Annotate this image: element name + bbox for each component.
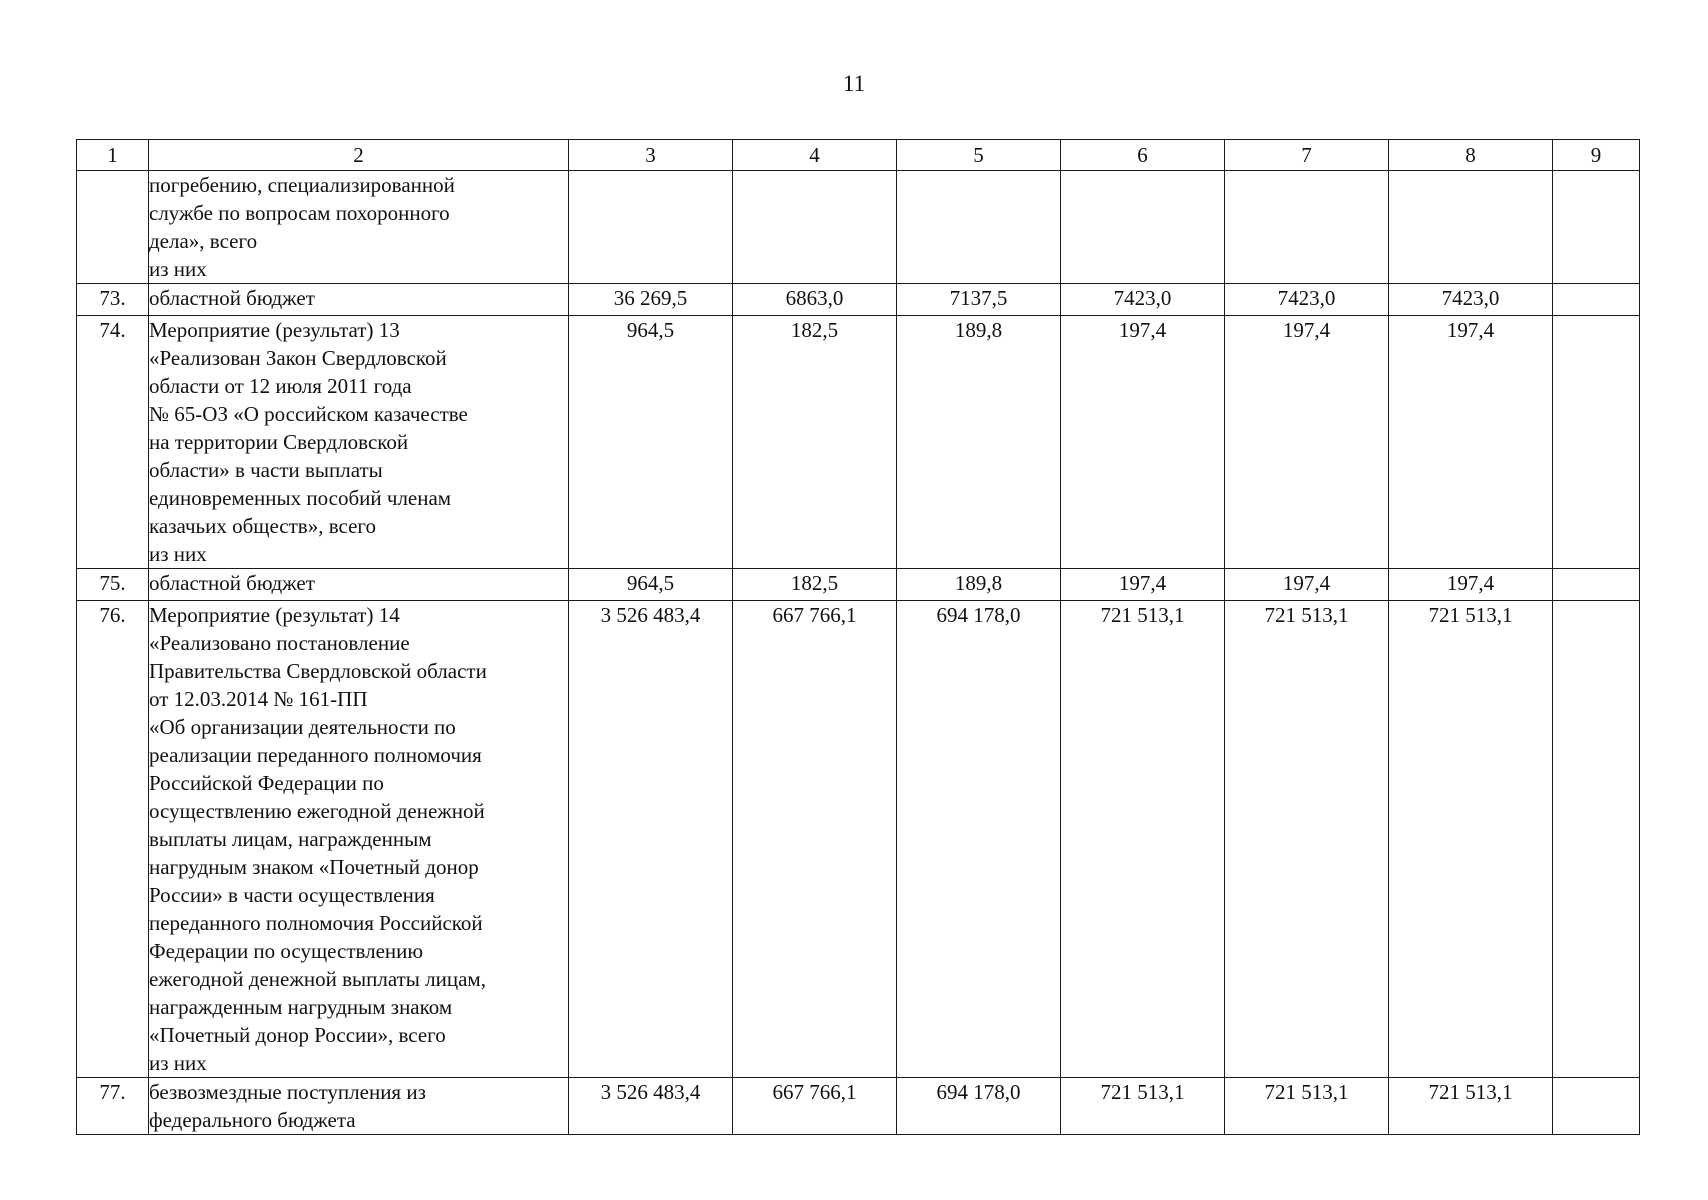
value-col-6: 7423,0 bbox=[1061, 284, 1225, 316]
header-col-4: 4 bbox=[733, 140, 897, 171]
value-col-9 bbox=[1553, 1078, 1640, 1135]
value-col-6: 721 513,1 bbox=[1061, 1078, 1225, 1135]
value-col-3 bbox=[569, 171, 733, 284]
value-col-5: 189,8 bbox=[897, 569, 1061, 601]
value-col-6 bbox=[1061, 171, 1225, 284]
value-col-4: 182,5 bbox=[733, 316, 897, 569]
row-description: безвозмездные поступления из федерального бюджета bbox=[149, 1078, 569, 1135]
header-col-7: 7 bbox=[1225, 140, 1389, 171]
value-col-9 bbox=[1553, 569, 1640, 601]
table-header-row bbox=[77, 140, 1640, 171]
value-col-5: 694 178,0 bbox=[897, 601, 1061, 1078]
row-number: 77. bbox=[77, 1078, 149, 1135]
budget-table bbox=[76, 139, 1640, 1135]
value-col-7: 197,4 bbox=[1225, 316, 1389, 569]
value-col-3: 964,5 bbox=[569, 316, 733, 569]
value-col-9 bbox=[1553, 601, 1640, 1078]
row-description: областной бюджет bbox=[149, 569, 569, 601]
header-col-9: 9 bbox=[1553, 140, 1640, 171]
header-col-1: 1 bbox=[77, 140, 149, 171]
value-col-3: 3 526 483,4 bbox=[569, 1078, 733, 1135]
value-col-7 bbox=[1225, 171, 1389, 284]
value-col-3: 3 526 483,4 bbox=[569, 601, 733, 1078]
row-number: 74. bbox=[77, 316, 149, 569]
header-col-8: 8 bbox=[1389, 140, 1553, 171]
row-description: погребению, специализированной службе по вопросам похоронного дела», всего из них bbox=[149, 171, 569, 284]
value-col-6: 197,4 bbox=[1061, 316, 1225, 569]
row-number: 75. bbox=[77, 569, 149, 601]
row-description: Мероприятие (результат) 13 «Реализован Закон Свердловской области от 12 июля 2011 года № 65-ОЗ «О российском казачестве на территории Свердловской области» в части выплаты единовременных пособий членам казачьих обществ», всего из них bbox=[149, 316, 569, 569]
value-col-6: 197,4 bbox=[1061, 569, 1225, 601]
header-col-6: 6 bbox=[1061, 140, 1225, 171]
value-col-8: 721 513,1 bbox=[1389, 601, 1553, 1078]
header-col-2: 2 bbox=[149, 140, 569, 171]
value-col-8: 197,4 bbox=[1389, 569, 1553, 601]
value-col-7: 197,4 bbox=[1225, 569, 1389, 601]
value-col-5: 7137,5 bbox=[897, 284, 1061, 316]
value-col-4: 667 766,1 bbox=[733, 601, 897, 1078]
value-col-4: 182,5 bbox=[733, 569, 897, 601]
value-col-7: 721 513,1 bbox=[1225, 601, 1389, 1078]
page-number: 11 bbox=[842, 71, 866, 96]
value-col-7: 7423,0 bbox=[1225, 284, 1389, 316]
row-number bbox=[77, 171, 149, 284]
header-col-5: 5 bbox=[897, 140, 1061, 171]
value-col-4: 6863,0 bbox=[733, 284, 897, 316]
row-number: 73. bbox=[77, 284, 149, 316]
value-col-3: 36 269,5 bbox=[569, 284, 733, 316]
value-col-6: 721 513,1 bbox=[1061, 601, 1225, 1078]
table-row bbox=[77, 601, 1640, 1078]
value-col-4 bbox=[733, 171, 897, 284]
value-col-3: 964,5 bbox=[569, 569, 733, 601]
value-col-9 bbox=[1553, 171, 1640, 284]
table-row bbox=[77, 171, 1640, 284]
value-col-4: 667 766,1 bbox=[733, 1078, 897, 1135]
value-col-5 bbox=[897, 171, 1061, 284]
table-row bbox=[77, 284, 1640, 316]
row-description: Мероприятие (результат) 14 «Реализовано постановление Правительства Свердловской области от 12.03.2014 № 161-ПП «Об организации деятельности по реализации переданного полномочия Российской Федерации по осуществлению ежегодной денежной выплаты лицам, награжденным нагрудным знаком «Почетный донор России» в части осуществления переданного полномочия Российской Федерации по осуществлению ежегодной денежной выплаты лицам, награжденным нагрудным знаком «Почетный донор России», всего из них bbox=[149, 601, 569, 1078]
value-col-9 bbox=[1553, 284, 1640, 316]
table-row bbox=[77, 569, 1640, 601]
value-col-9 bbox=[1553, 316, 1640, 569]
value-col-5: 189,8 bbox=[897, 316, 1061, 569]
row-number: 76. bbox=[77, 601, 149, 1078]
value-col-8: 7423,0 bbox=[1389, 284, 1553, 316]
value-col-7: 721 513,1 bbox=[1225, 1078, 1389, 1135]
table-row bbox=[77, 1078, 1640, 1135]
value-col-8: 721 513,1 bbox=[1389, 1078, 1553, 1135]
value-col-5: 694 178,0 bbox=[897, 1078, 1061, 1135]
value-col-8: 197,4 bbox=[1389, 316, 1553, 569]
header-col-3: 3 bbox=[569, 140, 733, 171]
table-row bbox=[77, 316, 1640, 569]
value-col-8 bbox=[1389, 171, 1553, 284]
row-description: областной бюджет bbox=[149, 284, 569, 316]
